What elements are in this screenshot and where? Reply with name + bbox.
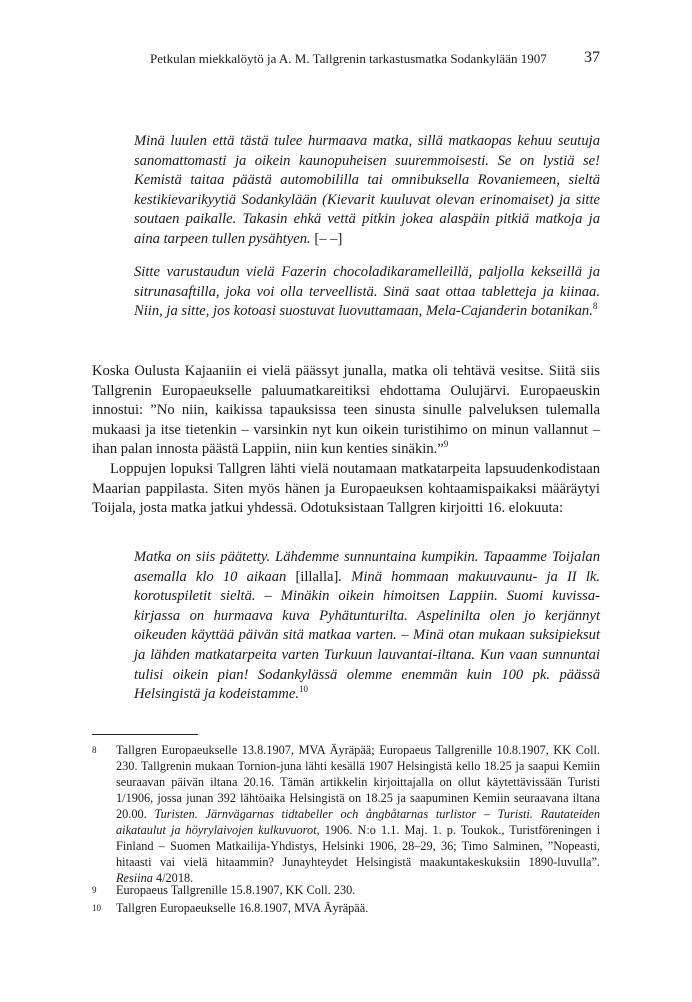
- footnote-8-text-b: , 1906. N:o 1.1. Maj. 1. p. Toukok., Turistföreningen i Finland – Suomen Matkailija-Yhdistys, Helsinki 1906, 28–29, 36; Timo Salminen, ”Nopeasti, hitaasti vai vielä hitaammin? Junayhteydet Helsingistä maakuntakeskuksiin 1890-luvulla”.: [116, 823, 600, 869]
- footnote-number: 9: [92, 885, 97, 895]
- footnote-8-text-a: Tallgren Europaeukselle 13.8.1907, MVA Äyräpää; Europaeus Tallgrenille 10.8.1907, KK Coll. 230. Tallgrenin mukaan Tornion-juna lähti kesällä 1907 Helsingistä kello 18.25 ja saapui Kemiin seuraavan päivän iltana 20.16. Tämän artikkelin kirjoittajalla on ollut käytettävissään Turisti 1/1906, jossa junan 392 lähtöaika Helsingistä on 18.25 ja saapuminen Kemiin seuraavana iltana 20.00.: [116, 743, 600, 821]
- quote-1-text: Minä luulen että tästä tulee hurmaava matka, sillä matkaopas kehuu seutuja sanomattomasti ja oikein kaunopuheisen suuremmoisesti. Se on lystiä se! Kemistä taitaa päästä automobililla tai omnibuksella Rovaniemeen, sieltä kestikievarikyytiä Sodankylään (Kievarit kuuluvat olevan erinomaiset) ja sitte soutaen paikalle. Takasin ehkä vettä pitkin jokea alaspäin pitkiä matkoja ja aina tarpeen tullen pysähtyen.: [134, 133, 600, 247]
- running-header: [92, 51, 600, 71]
- footnote-8-italic-journal: Resiina: [116, 871, 153, 885]
- page-number: 37: [584, 49, 600, 66]
- footnote-10: [92, 900, 600, 916]
- body-paragraph-2: [92, 460, 600, 519]
- footnote-number: 10: [92, 903, 101, 913]
- footnote-number: 8: [92, 745, 97, 755]
- footnote-text: Europaeus Tallgrenille 15.8.1907, KK Coll. 230.: [116, 883, 356, 897]
- footnote-text: Tallgren Europaeukselle 16.8.1907, MVA Äyräpää.: [116, 901, 369, 915]
- quote-3-text-a: Matka on siis päätetty. Lähdemme sunnuntaina kumpikin. Tapaamme Toijalan asemalla klo 10 aikaan: [134, 549, 600, 585]
- running-title: Petkulan miekkalöytö ja A. M. Tallgrenin tarkastusmatka Sodankylään 1907: [150, 51, 547, 66]
- footnote-ref-8: 8: [592, 301, 598, 312]
- body-paragraph-1: [92, 362, 600, 460]
- footnote-ref-9: 9: [443, 439, 449, 450]
- footnote-8-text-c: 4/2018.: [152, 871, 194, 885]
- quote-3-insert: [illalla]: [286, 568, 339, 585]
- footnote-9: [92, 882, 600, 898]
- footnote-ref-10: 10: [298, 684, 308, 695]
- paragraph-2-text: Loppujen lopuksi Tallgren lähti vielä noutamaan matkatarpeita lapsuudenkodistaan Maarian pappilasta. Siten myös hänen ja Europaeuksen kohtaamispaikaksi määräytyi Toijala, josta matka jatkui yhdessä. Odotuksistaan Tallgren kirjoitti 16. elokuuta:: [92, 461, 600, 517]
- quote-2-text: Sitte varustaudun vielä Fazerin chocoladikaramelleillä, paljolla kekseillä ja sitrunasaftilla, joka voi olla terveellistä. Sinä saat ottaa tabletteja ja kiinaa. Niin, ja sitte, jos kotoasi suostuvat luovuttamaan, Mela-Cajanderin botanikan.: [134, 264, 600, 320]
- block-quote-2: [134, 263, 600, 322]
- block-quote-1: [134, 132, 600, 250]
- quote-1-ellipsis: [– –]: [310, 230, 343, 247]
- quote-3-text-b: . Minä hommaan makuuvaunu- ja II lk. korotuspiletit sieltä. – Minäkin oikein himoitsen Lappiin. Suomi kuvissa-kirjassa on hurmaava kuva Pyhätunturilta. Aspelinilta olen jo kerjännyt oikeuden käyttää päivän sitä matkaa varten. – Minä otan mukaan suksipieksut ja lähden matkatarpeita varten Turkuun lauvantai-iltana. Kun vaan sunnuntai tulisi oikein pian! Sodankylässä olemme enemmän kuin 100 pk. päässä Helsingistä ja kodeistamme.: [134, 568, 600, 703]
- footnote-8-italic-title: Turisten. Järnvägarnas tidtabeller och ångbåtarnas turlistor – Turisti. Rautateiden aikataulut ja höyrylaivojen kulkuvuorot: [116, 807, 600, 837]
- footnote-8: [92, 742, 600, 886]
- footnote-text: [116, 742, 600, 886]
- block-quote-3: [134, 548, 600, 705]
- footnote-divider: [92, 734, 198, 735]
- paragraph-1-text: Koska Oulusta Kajaaniin ei vielä päässyt junalla, matka oli tehtävä vesitse. Siitä siis Tallgrenin Europaeukselle paluumatkareitiksi ehdottama Oulujärvi. Europaeuskin innostui: ”No niin, kaikissa tapauksissa teen sinusta sinulle palveluksen tulemalla mukaasi ja itse tietenkin – varsinkin nyt kun oikein turistihimo on minun vallannut – ihan palan innosta päästä Lappiin, niin kun kenties sinäkin.”: [92, 363, 600, 458]
